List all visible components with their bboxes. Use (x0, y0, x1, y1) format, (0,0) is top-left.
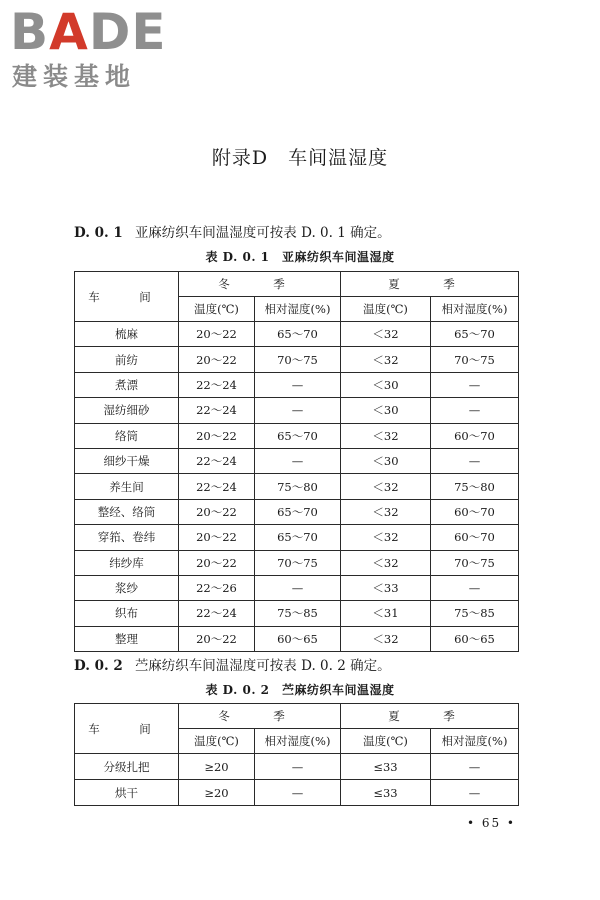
cell-summer-humidity: 65～70 (431, 322, 519, 347)
table-row (75, 398, 519, 423)
table-row (75, 322, 519, 347)
cell-summer-temp: ＜32 (341, 474, 431, 499)
cell-summer-humidity: — (431, 575, 519, 600)
cell-winter-humidity: 65～70 (255, 322, 341, 347)
cell-summer-temp: ＜31 (341, 601, 431, 626)
cell-winter-humidity: — (255, 372, 341, 397)
header-summer-temp: 温度(℃) (341, 297, 431, 322)
cell-winter-temp: 20～22 (179, 423, 255, 448)
cell-summer-humidity: 70～75 (431, 347, 519, 372)
cell-workshop: 梳麻 (75, 322, 179, 347)
cell-winter-humidity: 65～70 (255, 525, 341, 550)
cell-winter-humidity: 60～65 (255, 626, 341, 651)
header-workshop: 车 间 (75, 272, 179, 322)
cell-winter-temp: 22～26 (179, 575, 255, 600)
cell-summer-temp: ＜30 (341, 448, 431, 473)
logo-subtitle: 建装基地 (12, 62, 137, 91)
cell-winter-temp: 20～22 (179, 550, 255, 575)
clause-d01 (74, 221, 391, 241)
cell-workshop: 细纱干燥 (75, 448, 179, 473)
cell-summer-temp: ＜32 (341, 347, 431, 372)
cell-summer-humidity: 70～75 (431, 550, 519, 575)
cell-winter-temp: 22～24 (179, 601, 255, 626)
cell-winter-temp: 20～22 (179, 499, 255, 524)
cell-summer-temp: ＜32 (341, 626, 431, 651)
cell-workshop: 养生间 (75, 474, 179, 499)
cell-winter-humidity: — (255, 575, 341, 600)
table-row (75, 499, 519, 524)
cell-workshop: 前纺 (75, 347, 179, 372)
cell-summer-temp: ＜32 (341, 525, 431, 550)
cell-winter-temp: ≥20 (179, 754, 255, 780)
cell-summer-temp: ＜32 (341, 322, 431, 347)
cell-winter-humidity: 75～80 (255, 474, 341, 499)
table1-caption: 表 D. 0. 1 亚麻纺织车间温湿度 (205, 250, 395, 264)
cell-winter-humidity: 65～70 (255, 499, 341, 524)
cell-winter-temp: 20～22 (179, 322, 255, 347)
clause-d02 (74, 654, 391, 674)
cell-workshop: 浆纱 (75, 575, 179, 600)
ramie-humidity-table (74, 703, 519, 806)
table-row (75, 575, 519, 600)
cell-winter-temp: 22～24 (179, 448, 255, 473)
cell-summer-temp: ≤33 (341, 780, 431, 806)
cell-winter-humidity: 75～85 (255, 601, 341, 626)
cell-workshop: 湿纺细砂 (75, 398, 179, 423)
header-winter-humidity: 相对湿度(%) (255, 729, 341, 754)
cell-winter-humidity: — (255, 780, 341, 806)
cell-summer-temp: ＜32 (341, 550, 431, 575)
cell-winter-temp: 20～22 (179, 626, 255, 651)
cell-summer-temp: ＜32 (341, 499, 431, 524)
cell-workshop: 整经、络筒 (75, 499, 179, 524)
cell-workshop: 穿筘、卷纬 (75, 525, 179, 550)
header-winter-humidity: 相对湿度(%) (255, 297, 341, 322)
table-row (75, 347, 519, 372)
flax-humidity-table (74, 271, 519, 652)
cell-winter-humidity: — (255, 448, 341, 473)
table-row (75, 754, 519, 780)
cell-winter-humidity: 70～75 (255, 347, 341, 372)
cell-summer-humidity: 75～85 (431, 601, 519, 626)
header-summer: 夏 季 (341, 272, 519, 297)
cell-winter-temp: 22～24 (179, 372, 255, 397)
header-winter: 冬 季 (179, 704, 341, 729)
header-summer: 夏 季 (341, 704, 519, 729)
page-number: • 65 • (466, 816, 516, 830)
cell-summer-humidity: 75～80 (431, 474, 519, 499)
cell-summer-humidity: — (431, 448, 519, 473)
cell-summer-temp: ＜33 (341, 575, 431, 600)
header-winter-temp: 温度(℃) (179, 729, 255, 754)
cell-summer-temp: ＜32 (341, 423, 431, 448)
table1-body (75, 322, 519, 652)
header-winter: 冬 季 (179, 272, 341, 297)
cell-winter-temp: 20～22 (179, 347, 255, 372)
table-row (75, 780, 519, 806)
clause-number: D. 0. 2 (74, 658, 123, 674)
cell-workshop: 整理 (75, 626, 179, 651)
header-summer-humidity: 相对湿度(%) (431, 729, 519, 754)
cell-winter-temp: 20～22 (179, 525, 255, 550)
cell-summer-temp: ＜30 (341, 372, 431, 397)
table-row (75, 626, 519, 651)
cell-winter-temp: 22～24 (179, 474, 255, 499)
cell-summer-humidity: 60～65 (431, 626, 519, 651)
cell-winter-humidity: 65～70 (255, 423, 341, 448)
cell-summer-humidity: 60～70 (431, 525, 519, 550)
cell-summer-humidity: 60～70 (431, 423, 519, 448)
cell-summer-humidity: — (431, 398, 519, 423)
clause-text: 亚麻纺织车间温湿度可按表 D. 0. 1 确定。 (134, 225, 391, 241)
cell-summer-humidity: — (431, 780, 519, 806)
cell-workshop: 煮漂 (75, 372, 179, 397)
brand-logo (10, 3, 180, 98)
cell-summer-humidity: — (431, 754, 519, 780)
table-row (75, 474, 519, 499)
cell-workshop: 纬纱库 (75, 550, 179, 575)
header-summer-humidity: 相对湿度(%) (431, 297, 519, 322)
cell-workshop: 烘干 (75, 780, 179, 806)
table-row (75, 525, 519, 550)
clause-number: D. 0. 1 (74, 225, 123, 241)
table-row (75, 448, 519, 473)
cell-winter-temp: ≥20 (179, 780, 255, 806)
table-row (75, 372, 519, 397)
table-row (75, 601, 519, 626)
header-workshop: 车 间 (75, 704, 179, 754)
cell-summer-humidity: — (431, 372, 519, 397)
cell-winter-temp: 22～24 (179, 398, 255, 423)
appendix-title: 附录D 车间温湿度 (211, 147, 389, 169)
cell-summer-humidity: 60～70 (431, 499, 519, 524)
cell-summer-temp: ≤33 (341, 754, 431, 780)
header-winter-temp: 温度(℃) (179, 297, 255, 322)
cell-workshop: 络筒 (75, 423, 179, 448)
table-row (75, 423, 519, 448)
cell-winter-humidity: 70～75 (255, 550, 341, 575)
clause-text: 苎麻纺织车间温湿度可按表 D. 0. 2 确定。 (134, 658, 391, 674)
cell-workshop: 分级扎把 (75, 754, 179, 780)
header-summer-temp: 温度(℃) (341, 729, 431, 754)
cell-summer-temp: ＜30 (341, 398, 431, 423)
table2-body (75, 754, 519, 806)
cell-winter-humidity: — (255, 754, 341, 780)
table2-caption: 表 D. 0. 2 苎麻纺织车间温湿度 (205, 683, 395, 697)
table-row (75, 550, 519, 575)
cell-workshop: 织布 (75, 601, 179, 626)
logo-wordmark: BADE (10, 3, 167, 61)
cell-winter-humidity: — (255, 398, 341, 423)
